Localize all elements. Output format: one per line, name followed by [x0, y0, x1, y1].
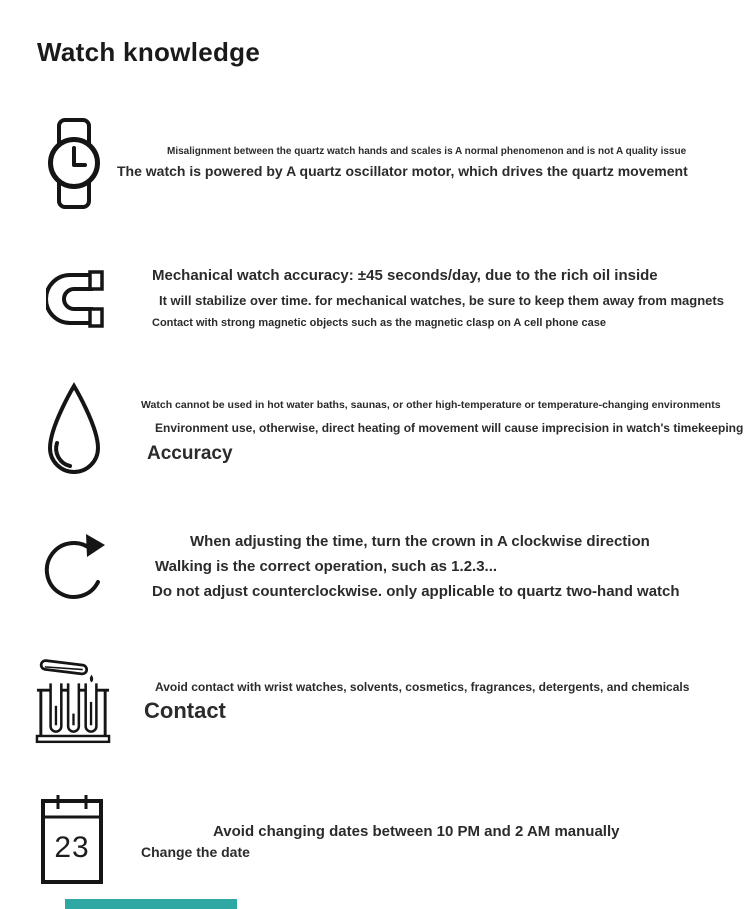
- magnet-line1: Mechanical watch accuracy: ±45 seconds/day, due to the rich oil inside: [152, 267, 658, 284]
- wristwatch-icon: [44, 117, 104, 210]
- test-tubes-icon: [35, 650, 111, 745]
- crown-line3: Do not adjust counterclockwise. only applicable to quartz two-hand watch: [152, 583, 680, 600]
- temperature-line1: Watch cannot be used in hot water baths, saunas, or other high-temperature or temperature-changing environments: [141, 399, 721, 411]
- date-line2: Change the date: [141, 844, 250, 860]
- magnet-line3: Contact with strong magnetic objects such as the magnetic clasp on A cell phone case: [152, 317, 606, 329]
- contact-heading: Contact: [144, 698, 226, 723]
- clockwise-rotation-icon: [44, 526, 108, 608]
- accent-divider-bar: [65, 899, 237, 909]
- accuracy-heading: Accuracy: [147, 443, 233, 464]
- water-drop-icon: [44, 381, 104, 478]
- quartz-note-main: The watch is powered by A quartz oscillator motor, which drives the quartz movement: [117, 163, 688, 179]
- calendar-day-number: 23: [54, 831, 90, 864]
- date-line1: Avoid changing dates between 10 PM and 2 AM manually: [213, 823, 620, 840]
- crown-line1: When adjusting the time, turn the crown in A clockwise direction: [190, 533, 650, 550]
- temperature-line2: Environment use, otherwise, direct heating of movement will cause imprecision in watch's timekeeping: [155, 421, 744, 435]
- page-title: Watch knowledge: [37, 37, 261, 67]
- crown-line2: Walking is the correct operation, such as 1.2.3...: [155, 558, 498, 575]
- magnet-icon: [46, 268, 104, 330]
- magnet-line2: It will stabilize over time. for mechanical watches, be sure to keep them away from magnets: [159, 293, 724, 308]
- chemicals-line1: Avoid contact with wrist watches, solvents, cosmetics, fragrances, detergents, and chemicals: [155, 680, 690, 694]
- quartz-note-small: Misalignment between the quartz watch hands and scales is A normal phenomenon and is not A quality issue: [167, 146, 687, 157]
